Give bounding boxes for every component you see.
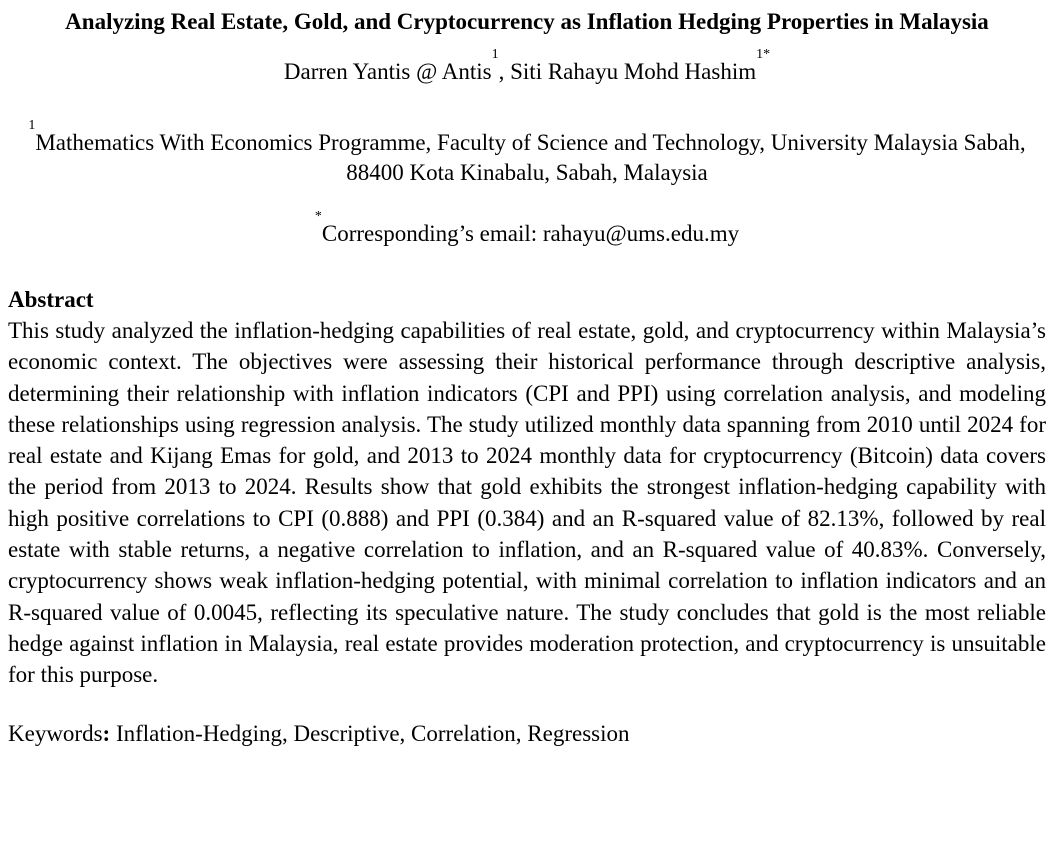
email-text: Corresponding’s email: rahayu@ums.edu.my	[321, 221, 740, 246]
corresponding-email	[8, 209, 1046, 249]
keywords-text: Inflation-Hedging, Descriptive, Correlation, Regression	[110, 720, 630, 746]
abstract-heading: Abstract	[8, 287, 94, 312]
author-name: Darren Yantis @ Antis	[283, 59, 492, 84]
author-affiliation-marker: 1	[491, 47, 499, 62]
keywords-colon: :	[102, 720, 111, 746]
keywords-label: Keywords	[8, 720, 103, 746]
keywords	[8, 719, 1046, 749]
affiliation-text: Mathematics With Economics Programme, Faculty of Science and Technology, University Malaysia Sabah, 88400 Kota Kinabalu, Sabah, Malaysia	[35, 130, 1026, 185]
affiliation	[8, 118, 1046, 188]
author-name: Siti Rahayu Mohd Hashim	[510, 59, 757, 84]
paper-title: Analyzing Real Estate, Gold, and Cryptocurrency as Inflation Hedging Properties in Malaysia	[65, 9, 989, 34]
author-affiliation-marker: 1*	[756, 47, 771, 62]
abstract-body: This study analyzed the inflation-hedging capabilities of real estate, gold, and cryptocurrency within Malaysia’s economic context. The objectives were assessing their historical performance through descriptive analysis, determining their relationship with inflation indicators (CPI and PPI) using correlation analysis, and modeling these relationships using regression analysis. The study utilized monthly data spanning from 2010 until 2024 for real estate and Kijang Emas for gold, and 2013 to 2024 monthly data for cryptocurrency (Bitcoin) data covers the period from 2013 to 2024. Results show that gold exhibits the strongest inflation-hedging capability with high positive correlations to CPI (0.888) and PPI (0.384) and an R-squared value of 82.13%, followed by real estate with stable returns, a negative correlation to inflation, and an R-squared value of 40.83%. Conversely, cryptocurrency shows weak inflation-hedging potential, with minimal correlation to inflation indicators and an R-squared value of 0.0045, reflecting its speculative nature. The study concludes that gold is the most reliable hedge against inflation in Malaysia, real estate provides moderation protection, and cryptocurrency is unsuitable for this purpose.	[8, 318, 1046, 688]
author-separator: ,	[498, 59, 511, 84]
corresponding-marker: *	[314, 209, 322, 224]
author-line	[8, 47, 1046, 87]
affiliation-marker: 1	[28, 118, 36, 133]
